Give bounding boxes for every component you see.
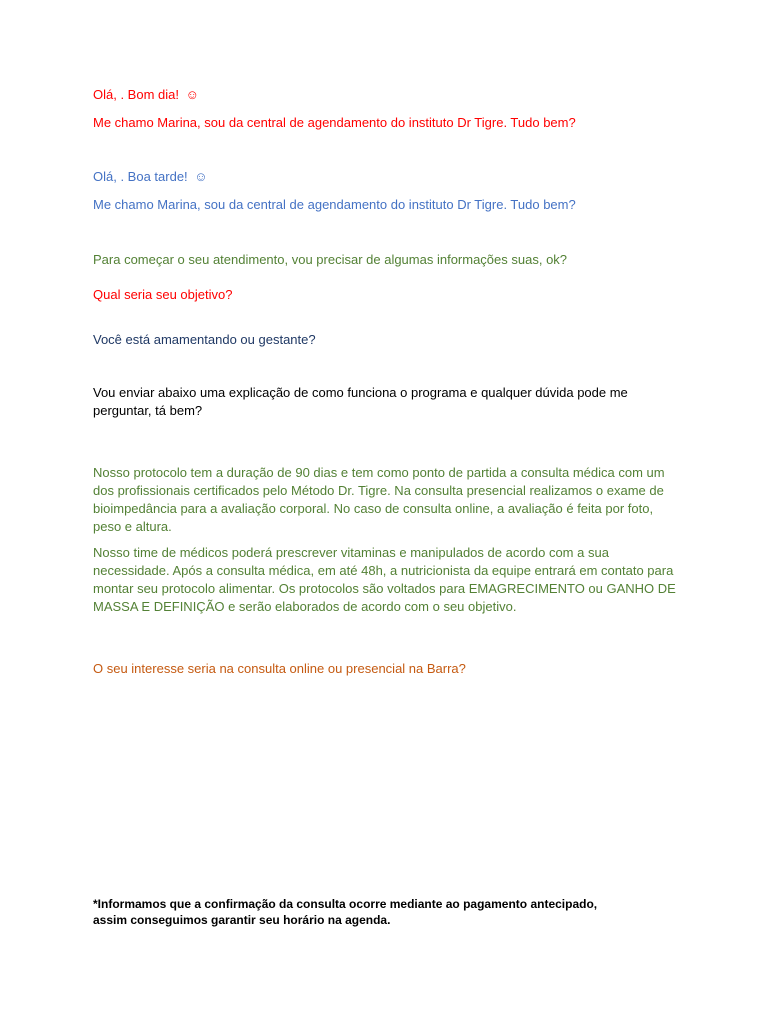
objective-question: Qual seria seu objetivo?: [93, 287, 233, 302]
morning-greeting-text: Olá, . Bom dia!: [93, 87, 183, 102]
afternoon-greeting: [93, 168, 678, 186]
morning-intro: Me chamo Marina, sou da central de agendamento do instituto Dr Tigre. Tudo bem?: [93, 115, 576, 130]
breastfeeding-question: Você está amamentando ou gestante?: [93, 332, 316, 347]
consult-question: O seu interesse seria na consulta online ou presencial na Barra?: [93, 661, 466, 676]
start-info-text: Para começar o seu atendimento, vou precisar de algumas informações suas, ok?: [93, 252, 568, 267]
smiley-icon: ☺: [185, 87, 199, 102]
smiley-icon: ☺: [194, 169, 208, 184]
afternoon-greeting-text: Olá, . Boa tarde!: [93, 169, 192, 184]
protocol-paragraph-2: Nosso time de médicos poderá prescrever vitaminas e manipulados de acordo com a sua necessidade. Após a consulta médica, em até 48h, a nutricionista da equipe entrará em contato para montar seu protocolo alimentar. Os protocolos são voltados para EMAGRECIMENTO ou GANHO DE MASSA E DEFINIÇÃO e serão elaborados de acordo com o seu objetivo.: [93, 545, 676, 614]
protocol-paragraph-1: Nosso protocolo tem a duração de 90 dias e tem como ponto de partida a consulta médica com um dos profissionais certificados pelo Método Dr. Tigre. Na consulta presencial realizamos o exame de bioimpedância para a avaliação corporal. No caso de consulta online, a avaliação é feita por foto, peso e altura.: [93, 465, 665, 534]
afternoon-intro: Me chamo Marina, sou da central de agendamento do instituto Dr Tigre. Tudo bem?: [93, 197, 576, 212]
explanation-intro: Vou enviar abaixo uma explicação de como funciona o programa e qualquer dúvida pode me perguntar, tá bem?: [93, 385, 628, 418]
footer-note: *Informamos que a confirmação da consulta ocorre mediante ao pagamento antecipado, assim conseguimos garantir seu horário na agenda.: [93, 897, 598, 927]
morning-greeting: [93, 86, 678, 104]
